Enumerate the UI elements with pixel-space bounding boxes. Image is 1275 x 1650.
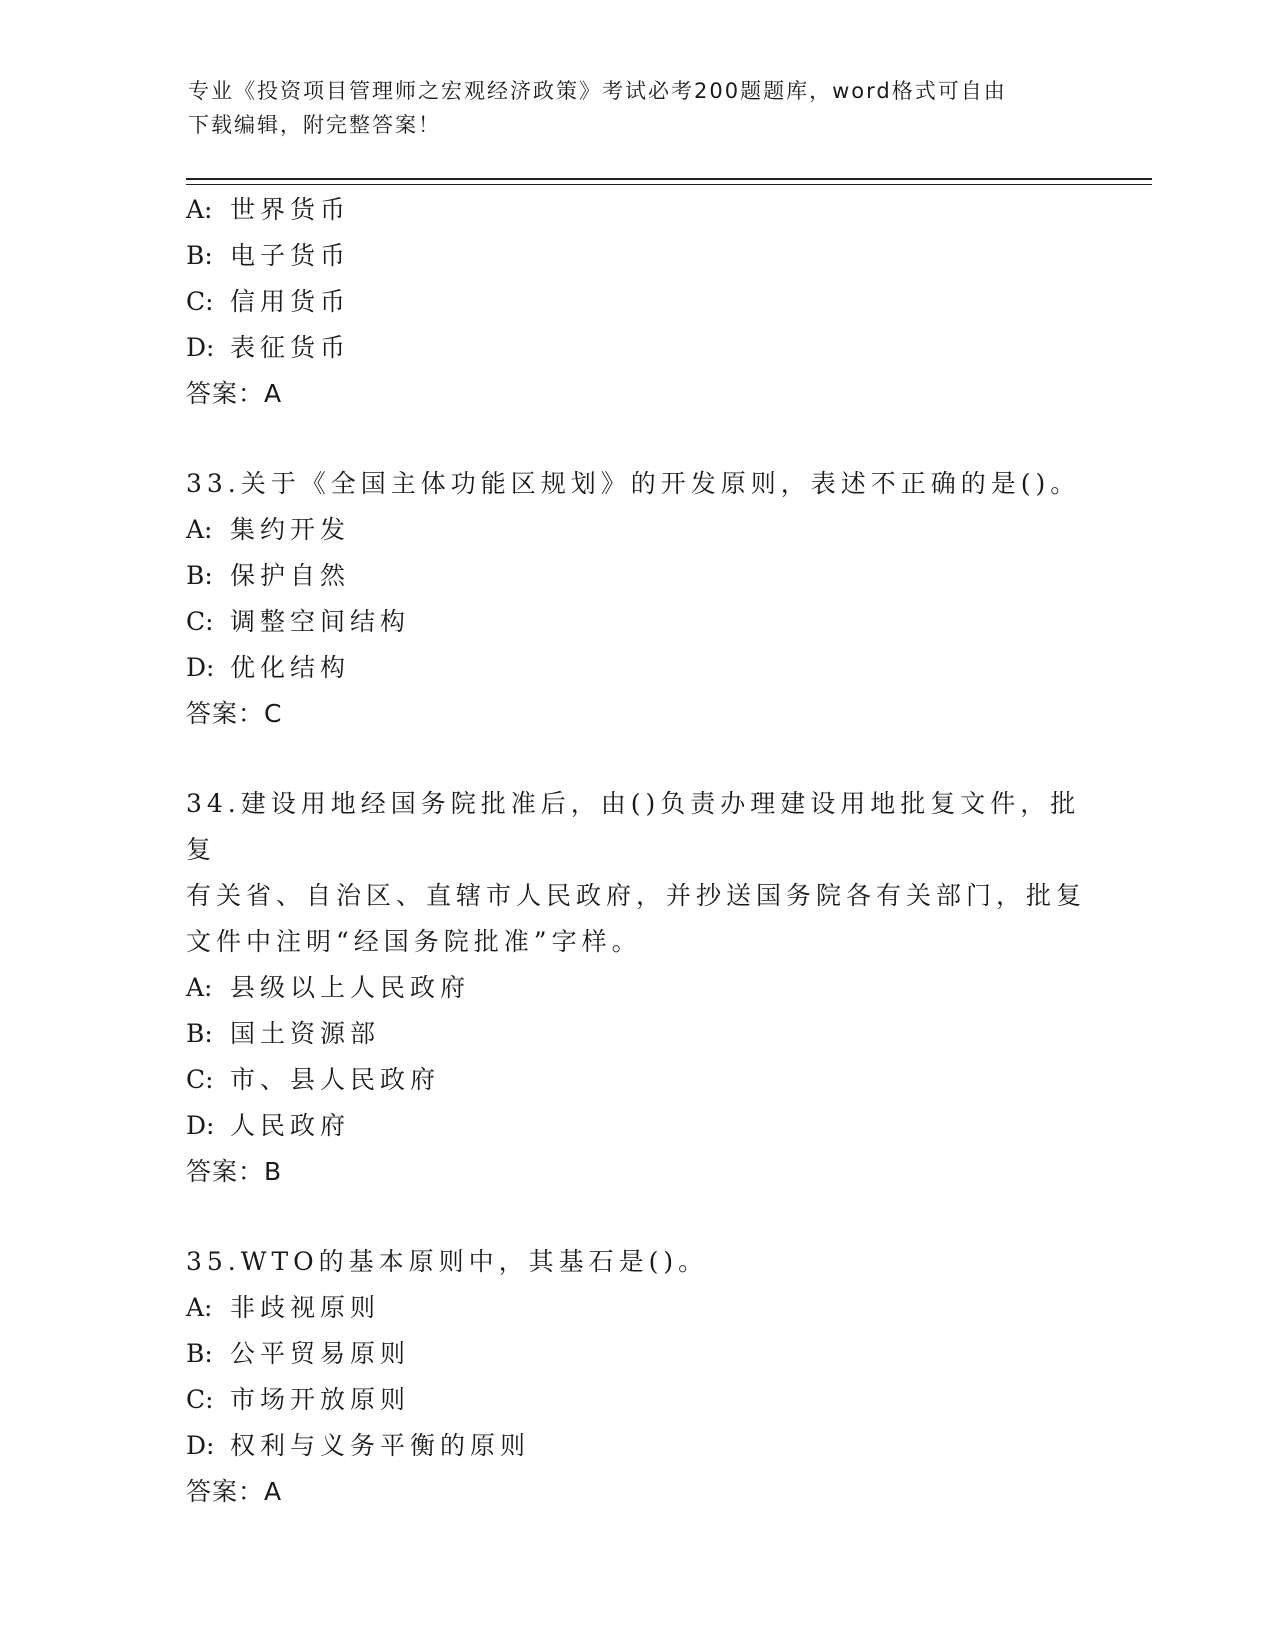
question-block-32 (186, 187, 1086, 417)
option-letter: C: (186, 1065, 214, 1094)
option-letter: B: (186, 561, 213, 590)
option-text: 电子货币 (230, 241, 351, 270)
option-c (186, 279, 1086, 325)
question-stem (186, 781, 1086, 965)
option-d (186, 325, 1086, 371)
option-text: 县级以上人民政府 (230, 973, 471, 1002)
option-letter: A: (186, 515, 213, 544)
option-a (186, 965, 1086, 1011)
option-letter: C: (186, 287, 214, 316)
option-text: 表征货币 (230, 333, 351, 362)
option-a (186, 1285, 1086, 1331)
option-text: 市、县人民政府 (230, 1065, 441, 1094)
option-letter: B: (186, 1339, 213, 1368)
question-block-33 (186, 461, 1086, 737)
option-text: 保护自然 (230, 561, 351, 590)
option-letter: D: (186, 333, 215, 362)
option-text: 权利与义务平衡的原则 (230, 1431, 531, 1460)
question-block-34 (186, 781, 1086, 1195)
option-letter: B: (186, 241, 213, 270)
question-stem-line: 33.关于《全国主体功能区规划》的开发原则，表述不正确的是()。 (186, 469, 1081, 498)
header-rule-thin (186, 184, 1152, 185)
question-stem-line: 文件中注明“经国务院批准”字样。 (186, 927, 642, 956)
header-line-2: 下载编辑，附完整答案！ (188, 113, 441, 137)
question-block-35 (186, 1239, 1086, 1515)
option-text: 集约开发 (230, 515, 351, 544)
option-letter: B: (186, 1019, 213, 1048)
question-stem-line: 有关省、自治区、直辖市人民政府，并抄送国务院各有关部门，批复 (186, 881, 1087, 910)
option-letter: A: (186, 1293, 213, 1322)
option-c (186, 599, 1086, 645)
answer-line: 答案：B (186, 1157, 283, 1186)
question-stem-line: 35.WTO的基本原则中，其基石是()。 (186, 1247, 709, 1276)
question-stem-line: 34.建设用地经国务院批准后，由()负责办理建设用地批复文件，批复 (186, 789, 1081, 864)
document-header (188, 74, 1068, 142)
option-d (186, 645, 1086, 691)
option-a (186, 507, 1086, 553)
option-text: 公平贸易原则 (230, 1339, 411, 1368)
answer-line: 答案：A (186, 379, 283, 408)
option-b (186, 1011, 1086, 1057)
option-b (186, 233, 1086, 279)
option-text: 信用货币 (230, 287, 351, 316)
option-letter: C: (186, 607, 214, 636)
header-line-1: 专业《投资项目管理师之宏观经济政策》考试必考200题题库，word格式可自由 (188, 79, 1007, 103)
question-stem (186, 1239, 1086, 1285)
option-letter: D: (186, 653, 215, 682)
option-a (186, 187, 1086, 233)
option-b (186, 553, 1086, 599)
option-text: 世界货币 (230, 195, 351, 224)
option-letter: C: (186, 1385, 214, 1414)
option-text: 非歧视原则 (230, 1293, 381, 1322)
option-letter: A: (186, 973, 213, 1002)
option-letter: D: (186, 1431, 215, 1460)
option-text: 优化结构 (230, 653, 351, 682)
option-c (186, 1377, 1086, 1423)
option-letter: D: (186, 1111, 215, 1140)
option-text: 人民政府 (230, 1111, 351, 1140)
option-letter: A: (186, 195, 213, 224)
option-text: 国土资源部 (230, 1019, 381, 1048)
question-stem (186, 461, 1086, 507)
option-d (186, 1103, 1086, 1149)
answer-line: 答案：C (186, 699, 283, 728)
document-content (186, 187, 1086, 1515)
header-rule-thick (186, 178, 1152, 180)
option-b (186, 1331, 1086, 1377)
option-text: 市场开放原则 (230, 1385, 411, 1414)
option-c (186, 1057, 1086, 1103)
option-d (186, 1423, 1086, 1469)
option-text: 调整空间结构 (230, 607, 411, 636)
answer-line: 答案：A (186, 1477, 283, 1506)
